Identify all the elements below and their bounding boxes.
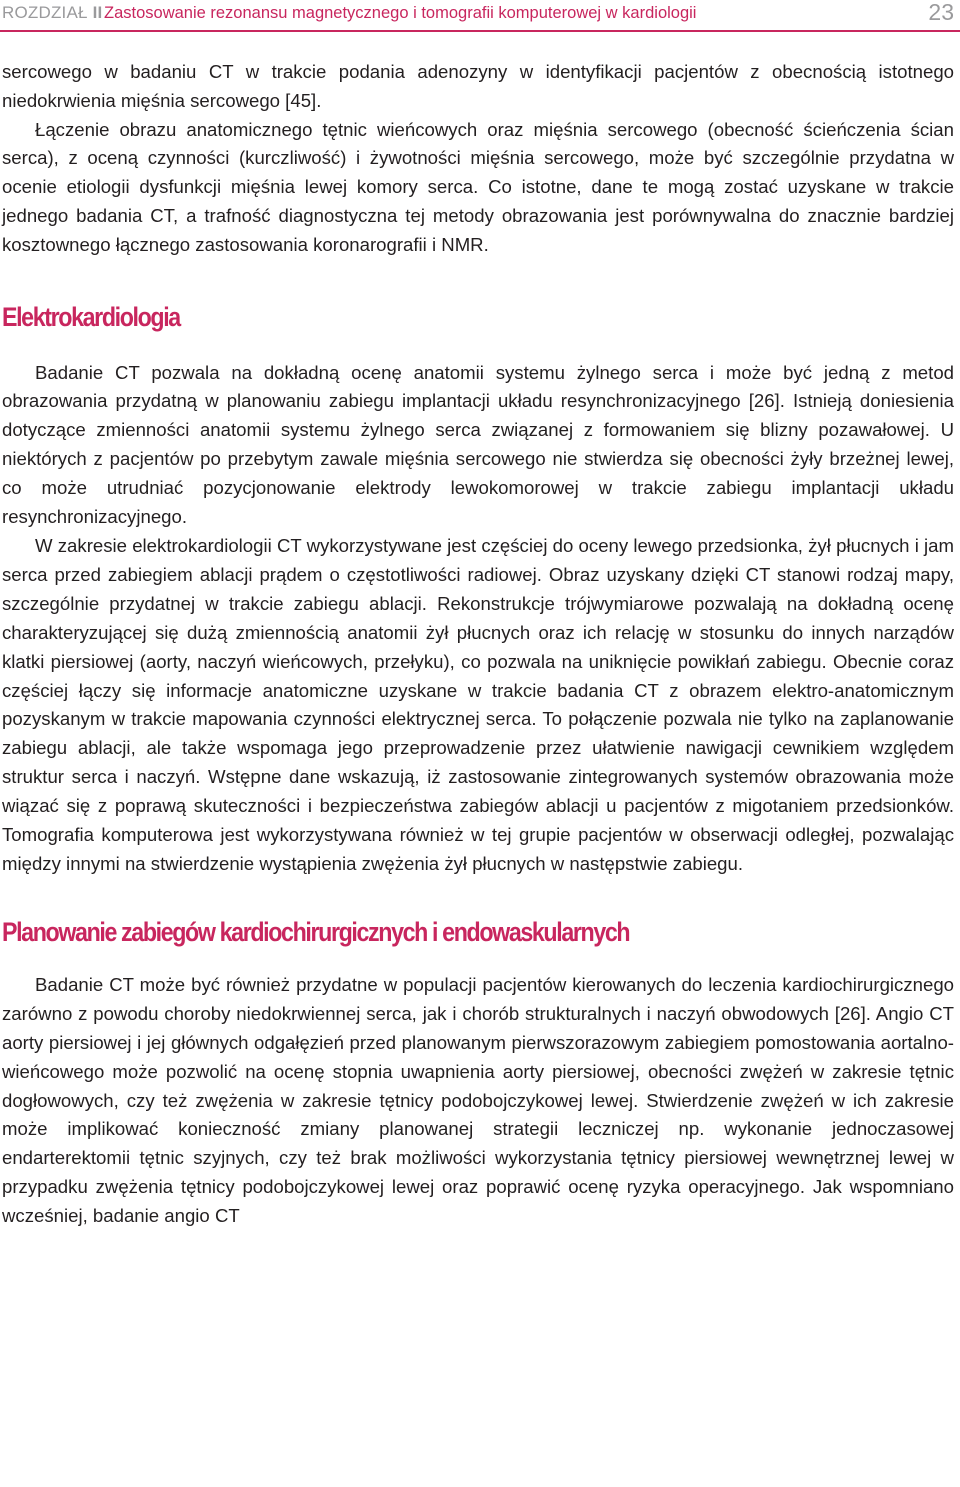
page-number: 23: [928, 0, 954, 25]
chapter-label-text: ROZDZIAŁ: [2, 3, 88, 22]
section-heading-planowanie: Planowanie zabiegów kardiochirurgicznych i endowaskularnych: [2, 916, 630, 947]
running-header: [0, 0, 960, 30]
chapter-label: [2, 0, 102, 26]
page-body: [2, 58, 954, 1231]
header-rule: [0, 30, 960, 32]
intro-continuation: sercowego w badaniu CT w trakcie podania adenozyny w identyfikacji pacjentów z obecnością istotnego niedokrwienia mięśnia sercowego [45].: [2, 61, 954, 111]
chapter-title: Zastosowanie rezonansu magnetycznego i tomografii komputerowej w kardiologii: [104, 4, 697, 22]
intro-paragraph: Łączenie obrazu anatomicznego tętnic wieńcowych oraz mięśnia sercowego (obecność ścieńczenia ścian serca), z oceną czynności (kurczliwość) i żywotności mięśnia sercowego, może być szczególnie przydatna w ocenie etiologii dysfunkcji mięśnia lewej komory serca. Co istotne, dane te mogą zostać uzyskane w trakcie jednego badania CT, a trafność diagnostyczna tej metody obrazowania jest porównywalna do znacznie bardziej kosztownego łącznego zastosowania koronarografii i NMR.: [2, 118, 954, 255]
section-1-paragraph-1: Badanie CT pozwala na dokładną ocenę anatomii systemu żylnego serca i może być jedną z metod obrazowania przydatną w planowaniu zabiegu implantacji układu resynchronizacyjnego [26]. Istnieją doniesienia dotyczące zmienności anatomii systemu żylnego serca związanej z formowaniem się blizny pozawałowej. U niektórych z pacjentów po przebytym zawale mięśnia sercowego nie stwierdza się obecności żyły brzeżnej lewej, co może utrudniać pozycjonowanie elektrody lewokomorowej w trakcie zabiegu implantacji układu resynchronizacyjnego.: [2, 361, 954, 528]
chapter-number: II: [92, 3, 103, 22]
section-heading-elektrokardiologia: Elektrokardiologia: [2, 301, 180, 332]
section-1-paragraph-2: W zakresie elektrokardiologii CT wykorzystywane jest częściej do oceny lewego przedsionka, żył płucnych i jam serca przed zabiegiem ablacji prądem o częstotliwości radiowej. Obraz uzyskany dzięki CT stanowi rodzaj mapy, szczególnie przydatnej w trakcie zabiegu ablacji. Rekonstrukcje trójwymiarowe pozwalają na dokładną ocenę charakteryzującej się dużą zmiennością anatomii żył płucnych oraz ich relację w stosunku do innych narządów klatki piersiowej (aorty, naczyń wieńcowych, przełyku), co pozwala na uniknięcie powikłań zabiegu. Obecnie coraz częściej łączy się informacje anatomiczne uzyskane w trakcie badania CT z obrazem elektro-anatomicznym pozyskanym w trakcie mapowania czynności elektrycznej serca. To połączenie pozwala nie tylko na zaplanowanie zabiegu ablacji, ale także wspomaga jego przeprowadzenie przez ułatwienie nawigacji cewnikiem względem struktur serca i naczyń. Wstępne dane wskazują, iż zastosowanie zintegrowanych systemów obrazowania może wiązać się z poprawą skuteczności i bezpieczeństwa zabiegów ablacji u pacjentów z migotaniem przedsionków. Tomografia komputerowa jest wykorzystywana również w tej grupie pacjentów w obserwacji odległej, pozwalając między innymi na stwierdzenie wystąpienia zwężenia żył płucnych w następstwie zabiegu.: [2, 535, 954, 874]
section-2-paragraph-1: Badanie CT może być również przydatne w populacji pacjentów kierowanych do leczenia kardiochirurgicznego zarówno z powodu choroby niedokrwiennej serca, jak i chorób strukturalnych i naczyń obwodowych [26]. Angio CT aorty piersiowej i jej głównych odgałęzień przed planowanym pierwszorazowym zabiegiem pomostowania aortalno-wieńcowego może pozwolić na ocenę stopnia uwapnienia aorty piersiowej, obecności zwężeń w zakresie tętnic dogłowowych, czy też zwężenia w zakresie tętnicy podobojczykowej lewej. Stwierdzenie zwężeń w ich zakresie może implikować konieczność zmiany planowanej strategii leczniczej np. wykonanie jednoczasowej endarterektomii tętnic szyjnych, czy też brak możliwości wykorzystania tętnicy piersiowej wewnętrznej lewej w przypadku zwężenia tętnicy podobojczykowej lewej oraz poprawić ocenę ryzyka operacyjnego. Jak wspomniano wcześniej, badanie angio CT: [2, 973, 954, 1227]
